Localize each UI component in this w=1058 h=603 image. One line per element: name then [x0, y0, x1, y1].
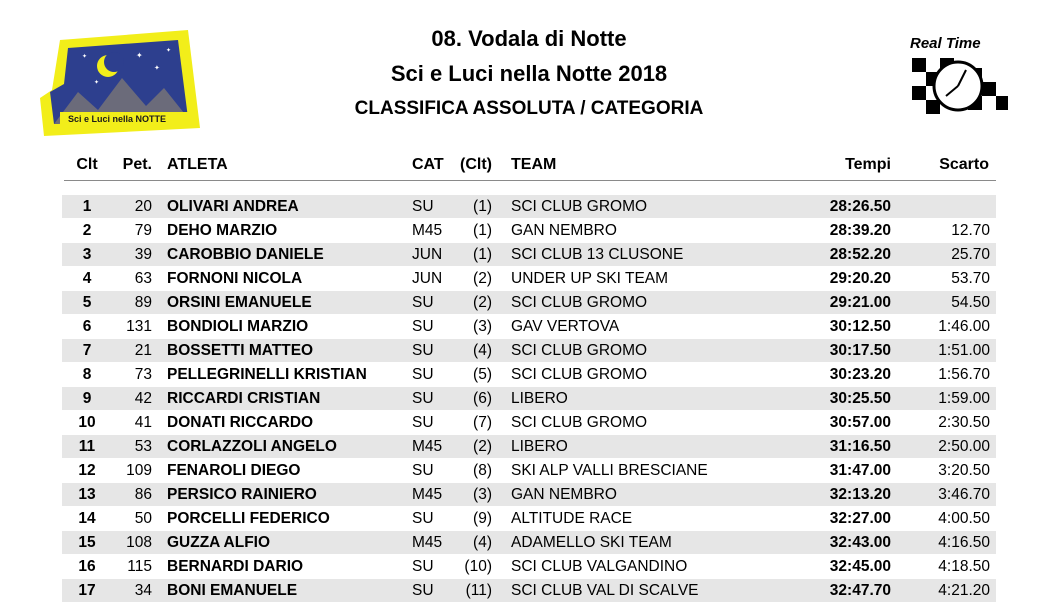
cell-athlete: RICCARDI CRISTIAN: [167, 390, 321, 407]
cell-athlete: BONI EMANUELE: [167, 582, 298, 599]
results-table: [62, 195, 996, 603]
cell-category: M45: [412, 486, 443, 503]
cell-rank: 1: [82, 198, 92, 215]
cell-gap: 4:00.50: [938, 510, 990, 527]
cell-bib: 34: [134, 582, 152, 599]
cell-rank: 17: [78, 582, 96, 599]
cell-bib: 39: [134, 246, 152, 263]
cell-athlete: ORSINI EMANUELE: [167, 294, 312, 311]
cell-category-rank: (5): [473, 366, 492, 383]
cell-bib: 21: [134, 342, 152, 359]
column-clt: Clt: [76, 156, 98, 173]
cell-gap: 4:21.20: [938, 582, 990, 599]
cell-time: 28:52.20: [829, 246, 891, 263]
cell-time: 30:25.50: [829, 390, 891, 407]
table-row: [62, 339, 996, 363]
cell-category-rank: (11): [465, 582, 492, 599]
cell-athlete: PERSICO RAINIERO: [167, 486, 317, 503]
cell-bib: 86: [134, 486, 152, 503]
cell-time: 28:39.20: [829, 222, 891, 239]
cell-gap: 2:30.50: [938, 414, 990, 431]
cell-team: ALTITUDE RACE: [511, 510, 633, 527]
cell-athlete: PELLEGRINELLI KRISTIAN: [167, 366, 367, 383]
table-row: [62, 435, 996, 459]
svg-text:✦: ✦: [82, 54, 88, 60]
cell-time: 30:12.50: [829, 318, 891, 335]
cell-team: SCI CLUB GROMO: [511, 342, 648, 359]
table-row: [62, 195, 996, 219]
cell-category-rank: (2): [473, 438, 492, 455]
cell-rank: 16: [78, 558, 96, 575]
cell-athlete: CAROBBIO DANIELE: [167, 246, 324, 263]
cell-category-rank: (9): [473, 510, 492, 527]
cell-category: M45: [412, 534, 443, 551]
cell-athlete: GUZZA ALFIO: [167, 534, 271, 551]
table-row: [62, 291, 996, 315]
cell-bib: 53: [134, 438, 152, 455]
cell-bib: 115: [127, 558, 152, 575]
cell-athlete: FORNONI NICOLA: [167, 270, 303, 287]
cell-bib: 42: [134, 390, 152, 407]
cell-category-rank: (8): [473, 462, 492, 479]
cell-time: 31:47.00: [829, 462, 891, 479]
table-row: [62, 507, 996, 531]
cell-gap: 25.70: [951, 246, 990, 263]
table-row: [62, 315, 996, 339]
cell-category-rank: (1): [473, 222, 492, 239]
event-title: 08. Vodala di Notte: [431, 26, 627, 51]
cell-team: SCI CLUB GROMO: [511, 414, 648, 431]
cell-gap: 1:51.00: [938, 342, 990, 359]
cell-time: 28:26.50: [829, 198, 891, 215]
logo-right-text: Real Time: [910, 35, 981, 52]
cell-category-rank: (4): [473, 342, 492, 359]
svg-text:✦: ✦: [136, 51, 143, 60]
cell-category-rank: (2): [473, 270, 492, 287]
cell-rank: 2: [82, 222, 92, 239]
cell-time: 31:16.50: [829, 438, 891, 455]
cell-time: 32:13.20: [829, 486, 891, 503]
cell-bib: 50: [134, 510, 152, 527]
cell-gap: 3:46.70: [938, 486, 990, 503]
cell-team: SCI CLUB 13 CLUSONE: [511, 246, 684, 263]
cell-rank: 11: [78, 438, 96, 455]
cell-time: 32:27.00: [829, 510, 891, 527]
table-row: [62, 387, 996, 411]
cell-team: SCI CLUB GROMO: [511, 366, 648, 383]
cell-rank: 4: [82, 270, 92, 287]
cell-category-rank: (1): [473, 246, 492, 263]
cell-athlete: BERNARDI DARIO: [167, 558, 304, 575]
cell-team: SCI CLUB VALGANDINO: [511, 558, 688, 575]
cell-gap: 53.70: [951, 270, 990, 287]
cell-rank: 14: [78, 510, 96, 527]
cell-team: UNDER UP SKI TEAM: [511, 270, 669, 287]
cell-bib: 20: [134, 198, 152, 215]
cell-category-rank: (10): [464, 558, 492, 575]
cell-category-rank: (7): [473, 414, 492, 431]
cell-gap: 54.50: [951, 294, 990, 311]
cell-rank: 8: [82, 366, 92, 383]
cell-category: M45: [412, 222, 443, 239]
cell-team: LIBERO: [511, 390, 568, 407]
column-cat: CAT: [412, 156, 444, 173]
cell-category: SU: [412, 510, 434, 527]
cell-category: M45: [412, 438, 443, 455]
table-row: [62, 555, 996, 579]
cell-athlete: FENAROLI DIEGO: [167, 462, 301, 479]
cell-bib: 73: [134, 366, 152, 383]
cell-category: SU: [412, 390, 434, 407]
cell-bib: 131: [126, 318, 152, 335]
cell-gap: 12.70: [951, 222, 990, 239]
cell-rank: 6: [82, 318, 92, 335]
cell-category-rank: (4): [473, 534, 492, 551]
cell-category: SU: [412, 342, 434, 359]
cell-gap: 4:18.50: [938, 558, 990, 575]
cell-gap: 1:56.70: [938, 366, 990, 383]
cell-category-rank: (6): [473, 390, 492, 407]
cell-time: 32:43.00: [829, 534, 891, 551]
svg-text:✦: ✦: [166, 48, 172, 54]
cell-gap: 1:59.00: [938, 390, 990, 407]
header-divider: [64, 180, 996, 181]
cell-category: SU: [412, 462, 434, 479]
svg-text:✦: ✦: [94, 80, 100, 86]
svg-text:✦: ✦: [154, 65, 160, 72]
cell-team: GAN NEMBRO: [511, 222, 617, 239]
cell-athlete: PORCELLI FEDERICO: [167, 510, 330, 527]
cell-team: SKI ALP VALLI BRESCIANE: [511, 462, 708, 479]
table-row: [62, 531, 996, 555]
cell-team: LIBERO: [511, 438, 568, 455]
column-atleta: ATLETA: [167, 156, 228, 173]
event-subtitle: Sci e Luci nella Notte 2018: [390, 61, 668, 86]
cell-time: 30:17.50: [829, 342, 891, 359]
cell-rank: 3: [82, 246, 92, 263]
cell-bib: 109: [126, 462, 152, 479]
cell-athlete: CORLAZZOLI ANGELO: [167, 438, 337, 455]
cell-category: SU: [412, 582, 434, 599]
timing-logo: [906, 30, 1012, 134]
ranking-title: CLASSIFICA ASSOLUTA / CATEGORIA: [354, 98, 704, 119]
cell-team: SCI CLUB GROMO: [511, 198, 648, 215]
cell-bib: 89: [134, 294, 152, 311]
column-team: TEAM: [511, 156, 557, 173]
cell-rank: 5: [82, 294, 92, 311]
cell-rank: 10: [78, 414, 96, 431]
cell-category-rank: (1): [473, 198, 492, 215]
cell-category: SU: [412, 294, 434, 311]
table-row: [62, 243, 996, 267]
cell-category-rank: (3): [473, 318, 492, 335]
cell-category-rank: (3): [473, 486, 492, 503]
cell-category: SU: [412, 198, 434, 215]
cell-team: GAN NEMBRO: [511, 486, 617, 503]
table-row: [62, 459, 996, 483]
cell-athlete: BOSSETTI MATTEO: [167, 342, 314, 359]
cell-category: JUN: [412, 246, 443, 263]
cell-bib: 63: [134, 270, 152, 287]
cell-team: SCI CLUB VAL DI SCALVE: [511, 582, 699, 599]
cell-category: SU: [412, 414, 434, 431]
table-row: [62, 483, 996, 507]
logo-left-text: Sci e Luci nella NOTTE: [68, 114, 167, 124]
cell-rank: 7: [82, 342, 92, 359]
cell-rank: 15: [78, 534, 96, 551]
table-row: [62, 363, 996, 387]
cell-team: ADAMELLO SKI TEAM: [511, 534, 672, 551]
column-scarto: Scarto: [939, 156, 989, 173]
cell-rank: 13: [78, 486, 96, 503]
cell-bib: 41: [134, 414, 152, 431]
cell-gap: 2:50.00: [938, 438, 990, 455]
cell-gap: 1:46.00: [938, 318, 990, 335]
table-row: [62, 267, 996, 291]
column-pet: Pet.: [122, 156, 152, 173]
cell-rank: 9: [82, 390, 92, 407]
cell-gap: 4:16.50: [938, 534, 990, 551]
cell-time: 32:45.00: [829, 558, 891, 575]
cell-category: SU: [412, 366, 434, 383]
cell-rank: 12: [78, 462, 96, 479]
cell-athlete: BONDIOLI MARZIO: [167, 318, 309, 335]
cell-time: 32:47.70: [829, 582, 891, 599]
cell-time: 30:23.20: [829, 366, 891, 383]
cell-athlete: DONATI RICCARDO: [167, 414, 314, 431]
cell-athlete: DEHO MARZIO: [167, 222, 278, 239]
cell-category-rank: (2): [473, 294, 492, 311]
column-clt-cat: (Clt): [460, 156, 492, 173]
cell-team: SCI CLUB GROMO: [511, 294, 648, 311]
cell-category: SU: [412, 318, 434, 335]
cell-category: SU: [412, 558, 434, 575]
table-row: [62, 219, 996, 243]
column-tempi: Tempi: [845, 156, 891, 173]
cell-time: 29:21.00: [829, 294, 891, 311]
cell-team: GAV VERTOVA: [511, 318, 620, 335]
cell-bib: 108: [126, 534, 152, 551]
cell-gap: 3:20.50: [938, 462, 990, 479]
cell-bib: 79: [134, 222, 152, 239]
table-row: [62, 579, 996, 603]
cell-time: 30:57.00: [829, 414, 891, 431]
table-row: [62, 411, 996, 435]
cell-athlete: OLIVARI ANDREA: [167, 198, 299, 215]
table-header: [0, 156, 1058, 178]
cell-category: JUN: [412, 270, 443, 287]
cell-time: 29:20.20: [829, 270, 891, 287]
